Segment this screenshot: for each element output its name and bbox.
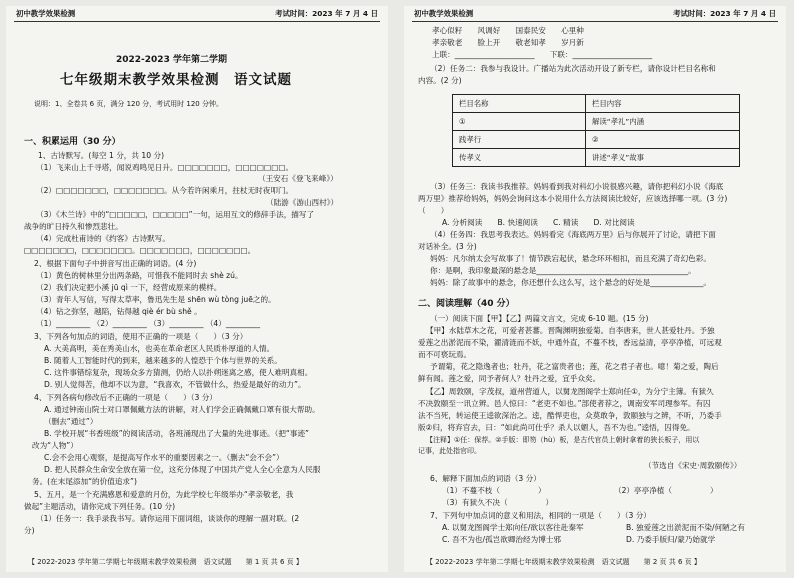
table-header-row — [453, 95, 740, 113]
dialogue-answer[interactable]: 妈妈：除了故事中的悬念，你还想什么这么写，这个悬念的好处是______________。 — [430, 278, 711, 287]
text-line: 分) — [24, 526, 35, 535]
text-line: 版②归，将弃官去，曰：“如此尚可仕乎？杀人以媚人，吾不为也。”逵悟，囚得免。 — [418, 423, 695, 432]
text-line: 2、根据下面句子中拼音写出正确的词语。(4 分) — [34, 259, 197, 268]
text-line: （陆游《游山西村》） — [266, 198, 339, 207]
option-b: B. 独爱莲之出淤泥而不染/何陋之有 — [626, 523, 745, 532]
question-3: 3、下列各句加点的词语，使用不正确的一项是（ ）（3 分） — [34, 332, 248, 341]
answer-item[interactable]: （1）不蔓不枝（ ） — [442, 486, 546, 495]
table-cell: 传孝义 — [453, 149, 586, 167]
text-line: （2）□□□□□□□，□□□□□□□。从今若许闲乘月，拄杖无时夜叩门。 — [36, 186, 294, 195]
text-line: 战争的旷日持久和惨烈悲壮。 — [24, 222, 123, 231]
option-c: C. 吾不为也/孤岂欲卿治经为博士邪 — [442, 535, 561, 544]
table-cell: 讲述“孝义”故事 — [586, 149, 740, 167]
section-1-title: 一、积累运用（30 分） — [24, 137, 121, 147]
answer-blanks[interactable]: （1）_________ （2）_________ （3）_________ （4）_________ — [36, 319, 261, 328]
text-line: 不决敦颐至一讯立辨。邑人惊曰：“老吏不如也。”部使者荐之，调南安军司理参军。有囚 — [418, 399, 711, 408]
text-line: （删去“通过”） — [44, 417, 98, 426]
text-line: 法不当死，转运使王逵欲深治之。逵，酷悍吏也，众莫敢争，敦颐独与之辨，不听，乃委手 — [418, 411, 722, 420]
option-d: D. 乃委手版归/蒙乃始就学 — [626, 535, 716, 544]
answer-item[interactable]: （2）亭亭净植（ ） — [614, 486, 718, 495]
couplet-answer[interactable]: 上联：_____________________ 下联：_____________________ — [432, 50, 653, 59]
column-table — [452, 94, 740, 167]
question-6: 6、解释下面加点的词语（3 分） — [430, 474, 541, 483]
header-rule — [412, 21, 778, 22]
option-b: B. 随着人工智能时代的到来，越来越多的人惶恐于个体与世界的关系。 — [44, 356, 282, 365]
passage-source: （节选自《宋史·周敦颐传》） — [644, 461, 742, 470]
word-grid-row: 孝亲敬老 脸上开 敬老知孝 岁月新 — [432, 38, 584, 47]
page-2 — [404, 6, 786, 572]
text-line: 而不可亵玩焉。 — [418, 350, 472, 359]
page-footer: 【 2022-2023 学年第二学期七年级期末教学效果检测 语文试题 第 2 页 共 6 页 】 — [426, 558, 701, 566]
text-line: 务。(在末尾添加“的价值追求”) — [32, 477, 137, 486]
annotation: 【注释】①任：保荐。②手版：即笏（hù）板，是古代官员上朝时拿着的狭长板子，用以 — [426, 436, 700, 444]
option-c: C.会不会用心观察，是提高写作水平的重要因素之一。（删去“会不会”） — [44, 453, 284, 462]
option-a: A. 通过钟南山院士对口罩佩戴方法的讲解，对人们学会正确佩戴口罩有很大帮助。 — [44, 405, 320, 414]
option-c: C. 这件事错综复杂，现场众多方猜测，仍给人以扑朔迷离之感，使人难明真相。 — [44, 368, 313, 377]
task-2: （2）任务二：我参与我设计。广播站为此次活动开设了新专栏，请你设计栏目名称和 — [430, 64, 716, 73]
option-a: A. 以舅龙图阁学士郑向任/欲以客往赴秦军 — [442, 523, 584, 532]
text-line: （3）任务三：我读书我推荐。妈妈看到我对科幻小说很感兴趣，请你把科幻小说《海底 — [430, 182, 724, 191]
section-2-title: 二、阅读理解（40 分） — [418, 299, 515, 309]
text-line: 鲜有闻。莲之爱，同予者何人？牡丹之爱，宜乎众矣。 — [418, 374, 601, 383]
page-header-right: 考试时间：2023 年 7 月 4 日 — [275, 9, 378, 18]
text-line: 改为“人物”） — [32, 441, 78, 450]
school-year: 2022-2023 学年第二学期 — [116, 55, 227, 65]
table-header-cell: 栏目内容 — [586, 95, 740, 113]
text-line: □□□□□□□，□□□□□□□。□□□□□□□，□□□□□□□。 — [24, 246, 256, 255]
option-b: B. 学校开展“书香班级”的阅读活动，各班涌现出了大量的先进事迹。（把“事迹” — [44, 429, 309, 438]
text-line: 两万里》推荐给妈妈，妈妈会询问这本小说用什么方法阅读比较好，应该选择哪一项。(3 分) — [418, 194, 728, 203]
text-line: （2）我们决定把小溪 jū qì 一下，经营成原来的模样。 — [36, 283, 222, 292]
text-line: 做起”主题活动，请你完成下列任务。(10 分) — [24, 502, 176, 511]
word-grid-row: 孝心似籽 风调好 国泰民安 心里种 — [432, 26, 584, 35]
text-line: （3）《木兰诗》中的“□□□□□，□□□□□”一句，运用互文的修辞手法，描写了 — [36, 210, 315, 219]
table-header-cell: 栏目名称 — [453, 95, 586, 113]
text-line: 予谓菊，花之隐逸者也；牡丹，花之富贵者也；莲，花之君子者也。噫！菊之爱，陶后 — [430, 362, 719, 371]
text-line: 对话补全。(3 分) — [418, 242, 477, 251]
text-line: （4）任务四：我思考我表达。妈妈看完《海底两万里》后与你展开了讨论，请把下面 — [430, 230, 716, 239]
header-rule — [14, 21, 380, 22]
table-cell: 践孝行 — [453, 131, 586, 149]
page-header-left: 初中教学效果检测 — [414, 9, 474, 18]
text-line: 爱莲之出淤泥而不染，濯清涟而不妖，中通外直，不蔓不枝，香远益清，亭亭净植，可远观 — [418, 338, 722, 347]
annotation: 记事，此处指官印。 — [418, 447, 481, 455]
table-cell[interactable]: ② — [586, 131, 740, 149]
option-a: A. 大美高明，美在秀美山水，也美在革命老区人民质朴厚道的人情。 — [44, 344, 275, 353]
dialogue-answer[interactable]: 你：是啊，我印象最深的悬念是________________________________________。 — [430, 266, 696, 275]
text-line: （1）黄色的树林里分出两条路，可惜我不能同时去 shè zú。 — [36, 271, 243, 280]
question-5: 5、五月，是一个充满感恩和爱意的月份，为此学校七年级举办“孝亲敬老，我 — [34, 490, 294, 499]
answer-item[interactable]: （3）有狱久不决（ ） — [442, 498, 554, 507]
text-line: （3）青年人写信，写得太草率，鲁迅先生是 shēn wù tòng juē之的。 — [36, 295, 276, 304]
question-4: 4、下列各病句修改后不正确的一项是（ ）（3 分） — [34, 393, 217, 402]
table-row — [453, 149, 740, 167]
question-7: 7、下列句中加点词的意义和用法，相同的一项是（ ）（3 分） — [430, 511, 651, 520]
exam-title: 七年级期末教学效果检测 语文试题 — [60, 72, 292, 88]
page-header-left: 初中教学效果检测 — [16, 9, 76, 18]
text-line: （王安石《登飞来峰》） — [258, 174, 338, 183]
text-line: 【甲】水陆草木之花，可爱者甚蕃。晋陶渊明独爱菊。自李唐来，世人甚爱牡丹。予独 — [426, 326, 715, 335]
text-line: （1）飞来山上千寻塔，闻说鸡鸣见日升。□□□□□□□，□□□□□□□。 — [36, 163, 294, 172]
task-1: （1）任务一：我手录我书写。请你运用下面词组，谈谈你的理解一副对联。(2 — [36, 514, 300, 523]
options-row: A. 分析阅读 B. 快速阅读 C. 精读 D. 对比阅读 — [442, 218, 635, 227]
option-d: D. 把人民群众生命安全放在第一位，这充分体现了中国共产党人全心全意为人民服 — [44, 465, 321, 474]
text-line: （4）钻之弥坚，越陷，钻得越 qiè ér bù shě 。 — [36, 307, 202, 316]
answer-paren[interactable]: （ ） — [418, 206, 449, 215]
page-1 — [6, 6, 388, 572]
text-line: （4）完成杜甫诗的《约客》古诗默写。 — [36, 234, 170, 243]
text-line: 1、古诗默写。(每空 1 分，共 10 分) — [38, 151, 165, 160]
page-header-right: 考试时间：2023 年 7 月 4 日 — [673, 9, 776, 18]
table-row — [453, 131, 740, 149]
table-row — [453, 113, 740, 131]
text-line: 【乙】周敦颐，字茂叔，道州营道人，以舅龙图阁学士郑向任①，为分宁主簿。有狱久 — [426, 387, 714, 396]
table-cell: 解读“孝礼”内涵 — [586, 113, 740, 131]
text-line: （一）阅读下面【甲】【乙】两篇文言文，完成 6-10 题。(15 分) — [430, 314, 649, 323]
table-cell[interactable]: ① — [453, 113, 586, 131]
page-footer: 【 2022-2023 学年第二学期七年级期末教学效果检测 语文试题 第 1 页 共 6 页 】 — [28, 558, 303, 566]
exam-notes: 说明：1、全卷共 6 页，满分 120 分，考试用时 120 分钟。 — [34, 100, 223, 108]
task-2-cont: 内容。(2 分) — [418, 76, 462, 85]
option-d: D. 别人觉得苦，他却不以为意，“我喜欢，不管做什么，热爱是最好的动力”。 — [44, 380, 306, 389]
dialogue-line: 妈妈：凡尔纳太会写故事了！情节跌宕起伏，悬念环环相扣，而且充满了奇幻色彩。 — [430, 254, 711, 263]
